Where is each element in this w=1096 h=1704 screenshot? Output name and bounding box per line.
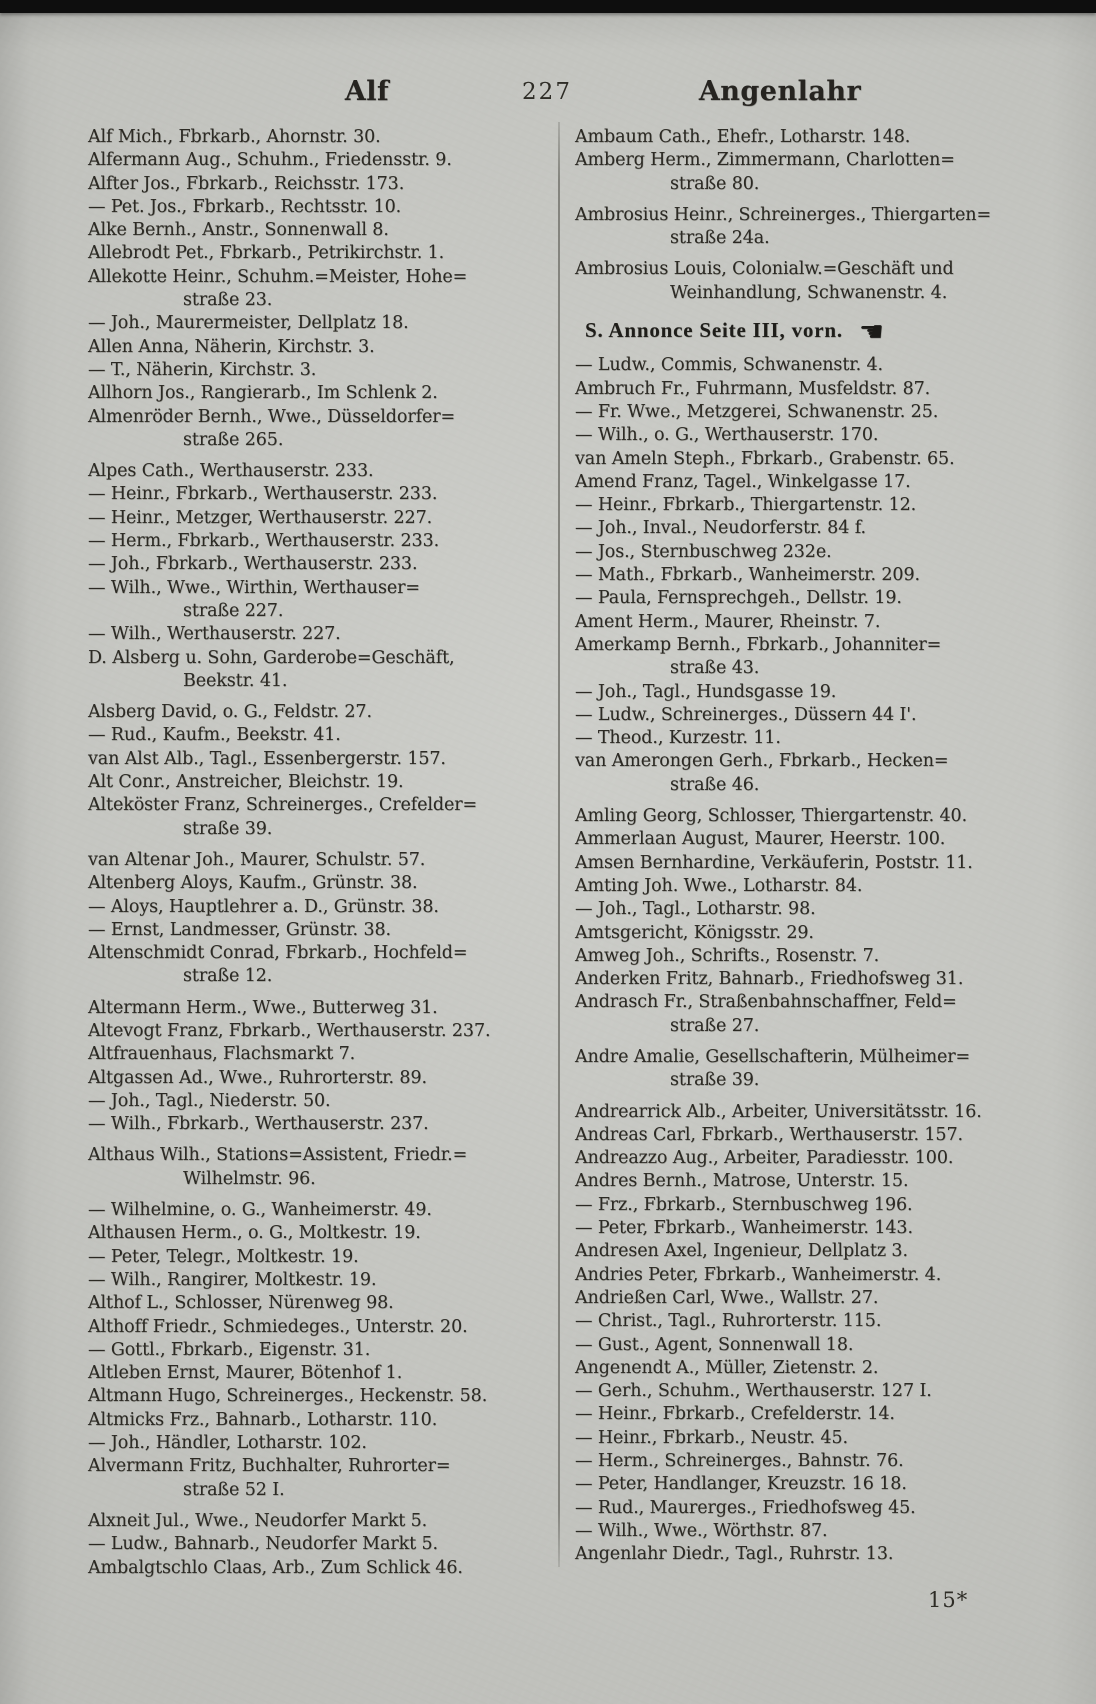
directory-line [88, 242, 548, 265]
directory-line-text: — Joh., Tagl., Lotharstr. 98. [575, 899, 816, 920]
directory-line-text: — Wilh., Wwe., Wörthstr. 87. [575, 1520, 828, 1541]
directory-line [88, 872, 548, 895]
directory-line-text: — Joh., Tagl., Hundsgasse 19. [575, 681, 837, 702]
directory-line [88, 1316, 548, 1339]
directory-line [575, 875, 1025, 898]
directory-line-text: Allen Anna, Näherin, Kirchstr. 3. [88, 336, 375, 357]
directory-line-text: Andrießen Carl, Wwe., Wallstr. 27. [575, 1287, 879, 1308]
directory-line-text: — Paula, Fernsprechgeh., Dellstr. 19. [575, 588, 902, 609]
directory-line [88, 1246, 548, 1269]
directory-line [88, 965, 548, 988]
directory-line-text: Althaus Wilh., Stations=Assistent, Friedr.= [88, 1145, 468, 1166]
directory-line [88, 1067, 548, 1090]
directory-line [575, 149, 1025, 172]
directory-line [575, 945, 1025, 968]
directory-line-text: — Wilh., o. G., Werthauserstr. 170. [575, 425, 879, 446]
signature-mark: 15* [928, 1588, 969, 1612]
directory-line [88, 1199, 548, 1222]
directory-line-text: — Gust., Agent, Sonnenwall 18. [575, 1334, 854, 1355]
directory-line-text: Ament Herm., Maurer, Rheinstr. 7. [575, 611, 881, 632]
directory-line-text: — Christ., Tagl., Ruhrorterstr. 115. [575, 1311, 882, 1332]
directory-line-text: Altfrauenhaus, Flachsmarkt 7. [88, 1044, 356, 1065]
directory-line [88, 507, 548, 530]
directory-line-text: — Rud., Maurerges., Friedhofsweg 45. [575, 1497, 916, 1518]
directory-line-text: Ambruch Fr., Fuhrmann, Musfeldstr. 87. [575, 378, 931, 399]
directory-line [575, 611, 1025, 634]
directory-line-text: — Gottl., Fbrkarb., Eigenstr. 31. [88, 1339, 371, 1360]
directory-line-text: — Peter, Telegr., Moltkestr. 19. [88, 1246, 359, 1267]
directory-line [88, 849, 548, 872]
directory-line [575, 727, 1025, 750]
directory-line-text: — Heinr., Fbrkarb., Crefelderstr. 14. [575, 1404, 895, 1425]
directory-line-text: Amweg Joh., Schrifts., Rosenstr. 7. [575, 945, 880, 966]
directory-line [575, 1497, 1025, 1520]
directory-line-text: Althausen Herm., o. G., Moltkestr. 19. [88, 1223, 421, 1244]
directory-line-text: — Frz., Fbrkarb., Sternbuschweg 196. [575, 1194, 913, 1215]
directory-line-text: Altermann Herm., Wwe., Butterweg 31. [88, 997, 438, 1018]
directory-line [575, 1310, 1025, 1333]
directory-line [575, 1450, 1025, 1473]
directory-line-text: Alpes Cath., Werthauserstr. 233. [88, 461, 374, 482]
directory-line-text: Andre Amalie, Gesellschafterin, Mülheimer= [575, 1046, 971, 1067]
directory-line [575, 494, 1025, 517]
directory-line-text: Altgassen Ad., Wwe., Ruhrorterstr. 89. [88, 1067, 427, 1088]
directory-line [88, 530, 548, 553]
scan-edge-bar [0, 0, 1096, 13]
directory-line [575, 1240, 1025, 1263]
directory-line-text: Anderken Fritz, Bahnarb., Friedhofsweg 31. [575, 969, 964, 990]
directory-line [88, 600, 548, 623]
directory-line-text: Altevogt Franz, Fbrkarb., Werthauserstr. 237. [88, 1020, 491, 1041]
directory-line-text: Andrearrick Alb., Arbeiter, Universitätsstr. 16. [575, 1101, 982, 1122]
directory-line [88, 647, 548, 670]
directory-line-text: — Ludw., Commis, Schwanenstr. 4. [575, 355, 884, 376]
directory-line [575, 541, 1025, 564]
directory-line [575, 1403, 1025, 1426]
directory-line-text: — Heinr., Fbrkarb., Werthauserstr. 233. [88, 484, 438, 505]
directory-line-text: Andres Bernh., Matrose, Unterstr. 15. [575, 1171, 909, 1192]
directory-line [88, 289, 548, 312]
directory-line [575, 204, 1025, 227]
directory-line [88, 1339, 548, 1362]
directory-line [575, 681, 1025, 704]
directory-line-text: — Wilh., Wwe., Wirthin, Werthauser= [88, 577, 420, 598]
directory-line-text: Ammerlaan August, Maurer, Heerstr. 100. [575, 829, 946, 850]
directory-line-text: — Heinr., Fbrkarb., Thiergartenstr. 12. [575, 495, 917, 516]
directory-line-text: Alfermann Aug., Schuhm., Friedensstr. 9. [88, 150, 452, 171]
directory-line [88, 196, 548, 219]
directory-line [575, 1380, 1025, 1403]
directory-line-text: Alvermann Fritz, Buchhalter, Ruhrorter= [88, 1456, 451, 1477]
directory-line-text: Alt Conr., Anstreicher, Bleichstr. 19. [88, 772, 404, 793]
directory-line [88, 623, 548, 646]
directory-line-text: — Wilhelmine, o. G., Wanheimerstr. 49. [88, 1200, 432, 1221]
directory-line [575, 1101, 1025, 1124]
directory-line [575, 1046, 1025, 1069]
directory-line [575, 282, 1025, 305]
directory-line [575, 968, 1025, 991]
directory-line-text: van Alst Alb., Tagl., Essenbergerstr. 157. [88, 748, 446, 769]
directory-line-text: straße 52 I. [183, 1479, 285, 1500]
directory-line [88, 1020, 548, 1043]
directory-line-text: Ambaum Cath., Ehefr., Lotharstr. 148. [575, 127, 911, 147]
directory-line-text: — Joh., Maurermeister, Dellplatz 18. [88, 313, 409, 334]
directory-line [575, 704, 1025, 727]
directory-line-text: straße 12. [183, 966, 273, 987]
directory-line [88, 1113, 548, 1136]
directory-line [88, 126, 548, 149]
directory-line-text: — Rud., Kaufm., Beekstr. 41. [88, 725, 341, 746]
directory-line [575, 1334, 1025, 1357]
directory-line-text: straße 46. [670, 774, 760, 795]
directory-line-text: Weinhandlung, Schwanenstr. 4. [670, 282, 948, 303]
directory-line [88, 1090, 548, 1113]
directory-line-text: Andresen Axel, Ingenieur, Dellplatz 3. [575, 1241, 908, 1262]
directory-line-text: Altmann Hugo, Schreinerges., Heckenstr. 58. [88, 1386, 488, 1407]
directory-line [88, 336, 548, 359]
directory-line [575, 227, 1025, 250]
header-keyword-left: Alf [344, 76, 390, 107]
directory-line [575, 1170, 1025, 1193]
directory-line [88, 429, 548, 452]
page-number: 227 [522, 79, 572, 105]
directory-line-text: van Altenar Joh., Maurer, Schulstr. 57. [88, 849, 426, 870]
directory-line-text: — T., Näherin, Kirchstr. 3. [88, 359, 317, 380]
directory-line-text: Andreas Carl, Fbrkarb., Werthauserstr. 157. [575, 1124, 963, 1145]
directory-line [575, 1287, 1025, 1310]
directory-line [88, 1043, 548, 1066]
directory-line [88, 312, 548, 335]
directory-line [88, 577, 548, 600]
directory-line [575, 1473, 1025, 1496]
directory-line [88, 1168, 548, 1191]
directory-line-text: straße 24a. [670, 228, 770, 249]
directory-line [575, 750, 1025, 773]
directory-line [575, 126, 1025, 149]
directory-line [88, 1432, 548, 1455]
directory-line [88, 219, 548, 242]
directory-line-text: Almenröder Bernh., Wwe., Düsseldorfer= [88, 406, 456, 427]
directory-line-text: — Wilh., Werthauserstr. 227. [88, 624, 341, 645]
directory-line [88, 406, 548, 429]
directory-line [88, 149, 548, 172]
directory-line-text: Ambrosius Louis, Colonialw.=Geschäft und [575, 259, 954, 280]
directory-line-text: Alfter Jos., Fbrkarb., Reichsstr. 173. [88, 173, 405, 194]
directory-line-text: straße 80. [670, 173, 760, 194]
directory-line-text: Alteköster Franz, Schreinerges., Crefelder= [88, 795, 478, 816]
directory-line-text: Ambalgtschlo Claas, Arb., Zum Schlick 46. [88, 1557, 463, 1578]
directory-line [575, 448, 1025, 471]
directory-line-text: Andries Peter, Fbrkarb., Wanheimerstr. 4. [575, 1264, 942, 1285]
directory-line-text: — Joh., Tagl., Niederstr. 50. [88, 1090, 331, 1111]
directory-line-text: — Wilh., Fbrkarb., Werthauserstr. 237. [88, 1114, 429, 1135]
manicule-left-icon: ☚ [858, 315, 884, 349]
directory-line [575, 1194, 1025, 1217]
directory-line-text: — Pet. Jos., Fbrkarb., Rechtsstr. 10. [88, 196, 402, 217]
directory-line [88, 1455, 548, 1478]
directory-line [575, 805, 1025, 828]
directory-line [88, 748, 548, 771]
directory-line [88, 1222, 548, 1245]
directory-line [575, 587, 1025, 610]
directory-line-text: D. Alsberg u. Sohn, Garderobe=Geschäft, [88, 647, 455, 668]
directory-line [575, 471, 1025, 494]
directory-line-text: — Ludw., Bahnarb., Neudorfer Markt 5. [88, 1534, 438, 1555]
directory-line [575, 401, 1025, 424]
directory-line [575, 657, 1025, 680]
directory-line [88, 1510, 548, 1533]
directory-line-text: Alxneit Jul., Wwe., Neudorfer Markt 5. [88, 1510, 428, 1531]
directory-line-text: — Joh., Inval., Neudorferstr. 84 f. [575, 518, 866, 539]
directory-line-text: straße 23. [183, 290, 273, 311]
directory-line-text: Amerkamp Bernh., Fbrkarb., Johanniter= [575, 634, 942, 655]
directory-line-text: — Ludw., Schreinerges., Düssern 44 I'. [575, 704, 917, 725]
directory-line [575, 258, 1025, 281]
directory-column-left [88, 126, 548, 1580]
directory-line [88, 266, 548, 289]
directory-line-text: — Gerh., Schuhm., Werthauserstr. 127 I. [575, 1381, 932, 1402]
directory-line-text: Altenschmidt Conrad, Fbrkarb., Hochfeld= [88, 943, 468, 964]
directory-line-text: straße 39. [670, 1070, 760, 1091]
directory-line [575, 1217, 1025, 1240]
directory-line [575, 1147, 1025, 1170]
directory-line-text: van Ameln Steph., Fbrkarb., Grabenstr. 65. [575, 448, 955, 469]
directory-line [88, 382, 548, 405]
directory-line-text: van Amerongen Gerh., Fbrkarb., Hecken= [575, 751, 949, 772]
directory-line-text: Amtsgericht, Königsstr. 29. [575, 922, 814, 943]
directory-line [88, 919, 548, 942]
directory-line-text: Altmicks Frz., Bahnarb., Lotharstr. 110. [88, 1409, 438, 1430]
directory-line [575, 517, 1025, 540]
directory-line [88, 997, 548, 1020]
directory-line [88, 1409, 548, 1432]
directory-line [575, 354, 1025, 377]
directory-line [575, 1520, 1025, 1543]
directory-line-text: Althoff Friedr., Schmiedeges., Unterstr. 20. [88, 1316, 468, 1337]
directory-line-text: Andreazzo Aug., Arbeiter, Paradiesstr. 100. [575, 1148, 954, 1169]
directory-line [88, 1557, 548, 1580]
directory-line [575, 173, 1025, 196]
directory-line-text: — Wilh., Rangirer, Moltkestr. 19. [88, 1269, 377, 1290]
directory-line-text: Amling Georg, Schlosser, Thiergartenstr. 40. [575, 806, 968, 827]
directory-line-text: Amberg Herm., Zimmermann, Charlotten= [575, 150, 955, 171]
directory-line [88, 1144, 548, 1167]
directory-line-text: — Herm., Schreinerges., Bahnstr. 76. [575, 1451, 904, 1472]
directory-line [575, 1357, 1025, 1380]
directory-line-text: Amend Franz, Tagel., Winkelgasse 17. [575, 471, 911, 492]
directory-line [88, 359, 548, 382]
directory-line-text: Amsen Bernhardine, Verkäuferin, Poststr. 11. [575, 852, 973, 873]
directory-line [575, 922, 1025, 945]
directory-line [88, 724, 548, 747]
directory-line-text: — Peter, Fbrkarb., Wanheimerstr. 143. [575, 1218, 913, 1239]
directory-line [575, 774, 1025, 797]
directory-column-right [575, 126, 1025, 1567]
directory-line [88, 173, 548, 196]
directory-line-text: Altenberg Aloys, Kaufm., Grünstr. 38. [88, 873, 418, 894]
directory-line-text: straße 43. [670, 658, 760, 679]
directory-line-text: — Heinr., Fbrkarb., Neustr. 45. [575, 1427, 848, 1448]
directory-line [88, 896, 548, 919]
annonce-notice-text: S. Annonce Seite III, vorn. [585, 318, 843, 343]
directory-line [575, 1124, 1025, 1147]
directory-line [88, 1269, 548, 1292]
directory-line-text: Andrasch Fr., Straßenbahnschaffner, Feld= [575, 992, 957, 1013]
directory-line-text: — Herm., Fbrkarb., Werthauserstr. 233. [88, 531, 440, 552]
directory-line [575, 424, 1025, 447]
directory-line-text: Alke Bernh., Anstr., Sonnenwall 8. [88, 220, 389, 241]
directory-line-text: straße 227. [183, 600, 284, 621]
directory-line [575, 1015, 1025, 1038]
directory-line-text: Angenendt A., Müller, Zietenstr. 2. [575, 1357, 879, 1378]
column-divider-rule [558, 122, 560, 1567]
directory-line [88, 818, 548, 841]
directory-line-text: — Heinr., Metzger, Werthauserstr. 227. [88, 507, 433, 528]
directory-line-text: Ambrosius Heinr., Schreinerges., Thiergarten= [575, 204, 992, 225]
directory-line-text: straße 27. [670, 1015, 760, 1036]
directory-line-text: Allekotte Heinr., Schuhm.=Meister, Hohe= [88, 266, 468, 287]
directory-line [88, 1292, 548, 1315]
directory-line-text: Alf Mich., Fbrkarb., Ahornstr. 30. [88, 127, 381, 147]
directory-line-text: — Peter, Handlanger, Kreuzstr. 16 18. [575, 1474, 907, 1495]
directory-line [88, 1533, 548, 1556]
directory-line-text: Wilhelmstr. 96. [183, 1168, 316, 1189]
directory-line [575, 378, 1025, 401]
directory-line [88, 942, 548, 965]
directory-line-text: — Joh., Händler, Lotharstr. 102. [88, 1433, 367, 1454]
directory-line-text: straße 39. [183, 818, 273, 839]
directory-line [575, 564, 1025, 587]
directory-line-text: — Math., Fbrkarb., Wanheimerstr. 209. [575, 565, 920, 586]
directory-line [575, 634, 1025, 657]
directory-line-text: Altleben Ernst, Maurer, Bötenhof 1. [88, 1363, 403, 1384]
directory-line-text: — Aloys, Hauptlehrer a. D., Grünstr. 38. [88, 896, 439, 917]
directory-line-text: Angenlahr Diedr., Tagl., Ruhrstr. 13. [575, 1544, 894, 1565]
directory-line-text: Beekstr. 41. [183, 670, 288, 691]
directory-line [575, 852, 1025, 875]
directory-line-text: Allhorn Jos., Rangierarb., Im Schlenk 2. [88, 383, 438, 404]
directory-line-text: — Fr. Wwe., Metzgerei, Schwanenstr. 25. [575, 401, 939, 422]
directory-line [88, 701, 548, 724]
directory-line [88, 483, 548, 506]
annonce-notice [575, 315, 1025, 349]
directory-line-text: — Jos., Sternbuschweg 232e. [575, 541, 832, 562]
directory-line-text: Amting Joh. Wwe., Lotharstr. 84. [575, 875, 863, 896]
directory-line-text: Althof L., Schlosser, Nürenweg 98. [88, 1293, 394, 1314]
directory-line [88, 771, 548, 794]
directory-line [88, 553, 548, 576]
directory-line [88, 794, 548, 817]
directory-line [88, 1362, 548, 1385]
directory-line [575, 991, 1025, 1014]
directory-line [88, 1385, 548, 1408]
directory-line [575, 1264, 1025, 1287]
directory-line [575, 1543, 1025, 1566]
directory-line-text: — Joh., Fbrkarb., Werthauserstr. 233. [88, 554, 418, 575]
directory-line [575, 828, 1025, 851]
directory-line-text: Allebrodt Pet., Fbrkarb., Petrikirchstr. 1. [88, 243, 445, 264]
directory-line [575, 898, 1025, 921]
directory-line [88, 670, 548, 693]
header-keyword-right: Angenlahr [698, 76, 862, 107]
directory-line-text: — Ernst, Landmesser, Grünstr. 38. [88, 919, 391, 940]
directory-line [575, 1427, 1025, 1450]
directory-line [88, 1479, 548, 1502]
directory-line-text: Alsberg David, o. G., Feldstr. 27. [88, 702, 372, 723]
directory-line [575, 1069, 1025, 1092]
directory-line-text: straße 265. [183, 429, 284, 450]
directory-line-text: — Theod., Kurzestr. 11. [575, 728, 781, 749]
directory-line [88, 460, 548, 483]
